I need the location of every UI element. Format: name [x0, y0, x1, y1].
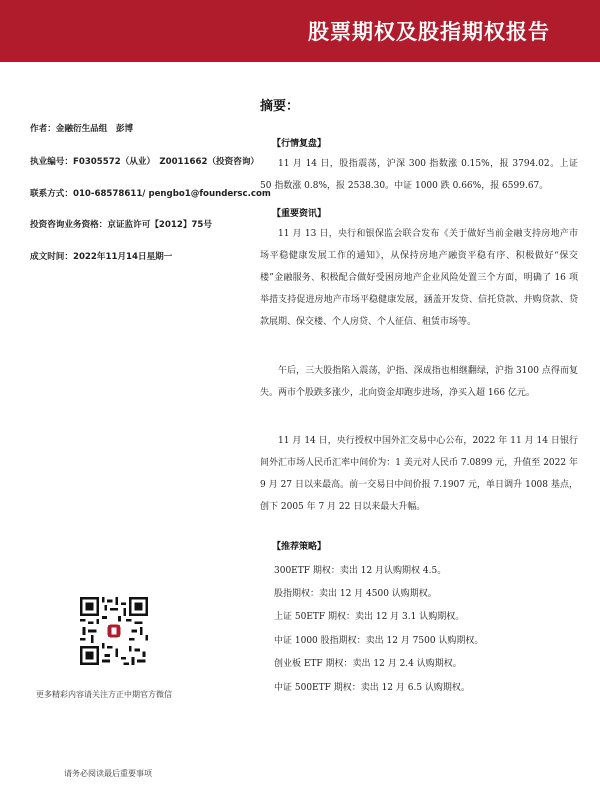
news-header: 【重要资讯】	[272, 209, 327, 219]
qualification-line: 投资咨询业务资格：京证监许可【2012】75号	[30, 220, 212, 230]
strategy-item: 股指期权：卖出 12 月 4500 认购期权。	[274, 589, 437, 599]
market-review-header: 【行情复盘】	[272, 139, 327, 149]
strategy-item: 中证 1000 股指期权：卖出 12 月 7500 认购期权。	[274, 636, 484, 646]
strategy-item: 300ETF 期权：卖出 12 月认购期权 4.5。	[274, 566, 447, 576]
strategy-item: 上证 50ETF 期权：卖出 12 月 3.1 认购期权。	[274, 612, 465, 622]
strategy-item: 创业板 ETF 期权：卖出 12 月 2.4 认购期权。	[274, 659, 462, 669]
license-number-line: 执业编号：F0305572（从业） Z0011662（投资咨询）	[30, 157, 260, 167]
report-title: 股票期权及股指期权报告	[308, 20, 550, 44]
wechat-qr-code-icon	[80, 597, 148, 665]
strategy-header: 【推荐策略】	[272, 542, 327, 552]
market-review-text: 11 月 14 日，股指震荡，沪深 300 指数涨 0.15%，报 3794.02。上证 50 指数涨 0.8%，报 2538.30。中证 1000 跌 0.66%，报 6599.67。	[260, 159, 578, 191]
date-line: 成文时间：2022年11月14日星期一	[30, 252, 173, 262]
footer-disclaimer-note: 请务必阅读最后重要事项	[64, 769, 152, 778]
contact-line: 联系方式：010-68578611/ pengbo1@foundersc.com	[30, 189, 271, 199]
report-header-bar	[0, 0, 600, 62]
news-paragraph: 11 月 13 日，央行和银保监会联合发布《关于做好当前金融支持房地产市场平稳健康发展工作的通知》，从保持房地产融资平稳有序、积极做好“保交楼”金融服务、积极配合做好受困房地产企业风险处置三个方面，明确了 16 项举措支持促进房地产市场平稳健康发展，涵盖开发贷、信托贷款、并购贷款、贷款展期、保交楼、个人房贷、个人征信、租赁市场等。	[260, 229, 578, 327]
qr-caption: 更多精彩内容请关注方正中期官方微信	[36, 690, 172, 699]
news-paragraph: 11 月 14 日，央行授权中国外汇交易中心公布，2022 年 11 月 14 日银行间外汇市场人民币汇率中间价为：1 美元对人民币 7.0899 元，升值至 2022 年 9 月 27 日以来最高。前一交易日中间价报 7.1907 元，单日调升 1008 基点，创下 2005 年 7 月 22 日以来最大升幅。	[260, 436, 578, 512]
news-paragraph: 午后，三大股指陷入震荡，沪指、深成指也相继翻绿，沪指 3100 点得而复失。两市个股跌多涨少，北向资金却跑步进场，净买入超 166 亿元。	[260, 366, 578, 398]
author-line: 作者：金融衍生品组 彭博	[30, 124, 134, 134]
strategy-item: 中证 500ETF 期权：卖出 12 月 6.5 认购期权。	[274, 683, 470, 693]
summary-title: 摘要：	[260, 99, 300, 114]
